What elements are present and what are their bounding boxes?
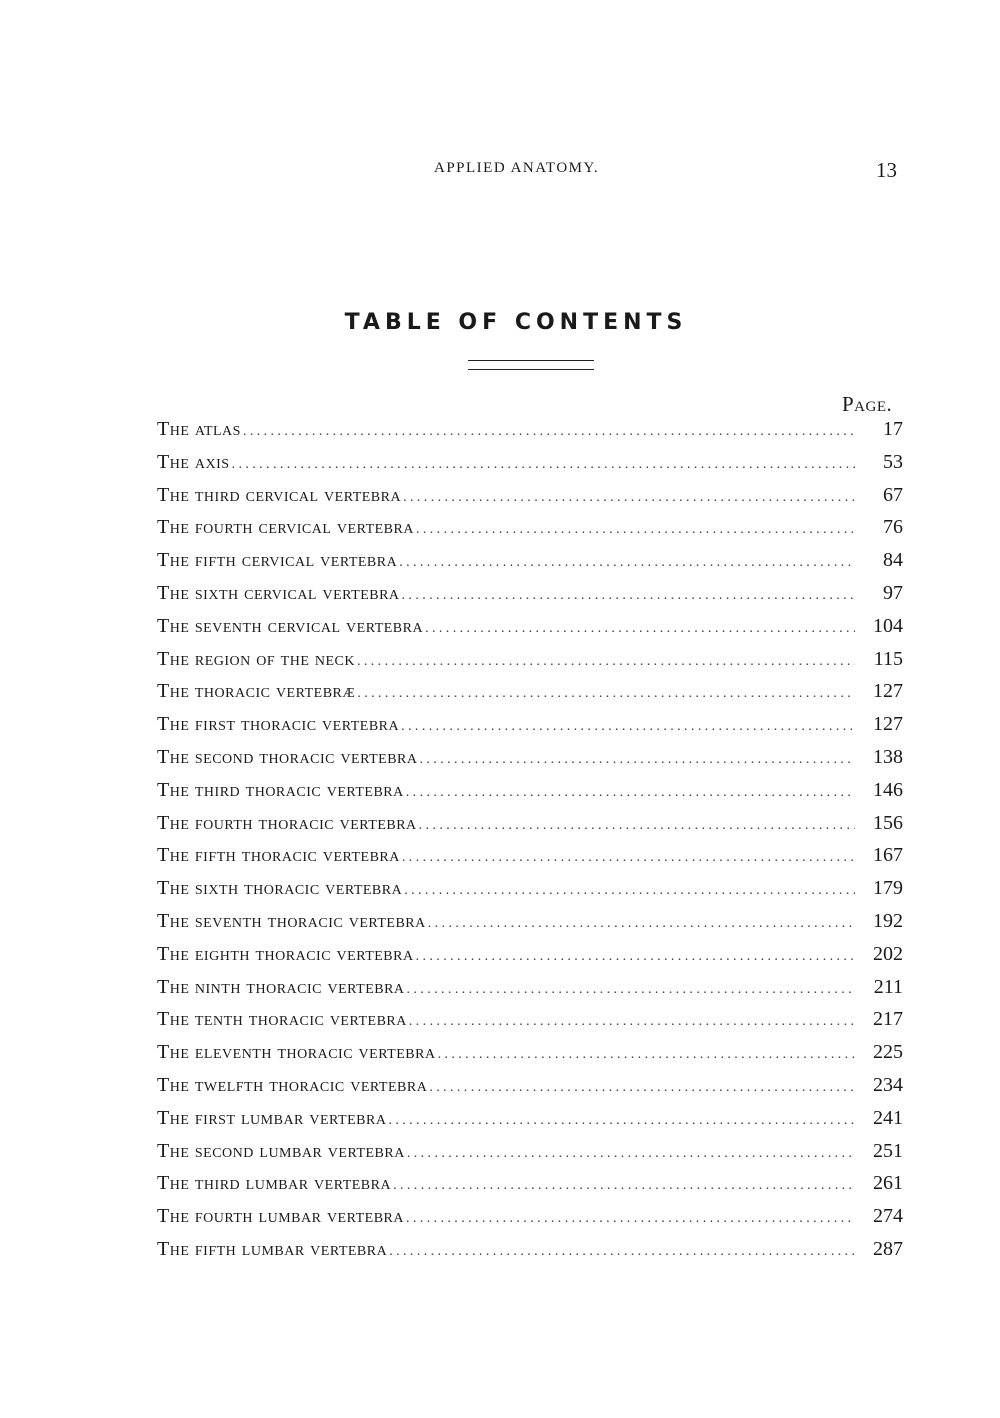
toc-entry [157,1140,903,1173]
toc-entry-page: 241 [873,1106,903,1129]
toc-entry [157,1041,903,1074]
toc-entry [157,680,903,713]
toc-entry-page: 115 [873,647,903,670]
running-head [0,158,1000,182]
toc-entry [157,451,903,484]
page-column-label: Page. [842,392,893,416]
toc-entry-title: The second thoracic vertebra [157,745,418,768]
dot-leader [357,654,855,670]
dot-leader [243,424,855,440]
dot-leader [406,785,855,801]
toc-entry-title: The third cervical vertebra [157,483,402,506]
toc-entry-title: The second lumbar vertebra [157,1139,405,1162]
dot-leader [402,588,855,604]
dot-leader [403,490,855,506]
toc-entry-page: 225 [873,1041,903,1064]
page-number: 13 [876,158,897,182]
toc-entry-title: The tenth thoracic vertebra [157,1008,407,1031]
dot-leader [357,686,855,702]
toc-entry [157,976,903,1009]
dot-leader [404,883,855,899]
toc-entry [157,648,903,681]
toc-title: TABLE OF CONTENTS [344,310,688,335]
dot-leader [406,1211,855,1227]
toc-entry-title: The fourth cervical vertebra [157,516,414,539]
toc-entry [157,1172,903,1205]
toc-entry-page: 97 [883,581,903,604]
toc-entry-page: 17 [883,418,903,440]
toc-entry-title: The first lumbar vertebra [157,1106,387,1129]
toc-entry-title: The seventh cervical vertebra [157,614,424,637]
toc-entry-title: The atlas [157,418,241,440]
toc-entry-title: The fourth thoracic vertebra [157,811,417,834]
toc-entry [157,582,903,615]
dot-leader [420,752,856,768]
dot-leader [416,949,855,965]
dot-leader [389,1244,855,1260]
toc-entry-page: 127 [873,680,903,703]
toc-entry [157,484,903,517]
running-title: APPLIED ANATOMY. [434,160,600,176]
toc-entry-title: The sixth cervical vertebra [157,581,400,604]
dot-leader [425,621,855,637]
toc-entry-page: 217 [873,1008,903,1031]
toc-entry-title: The thoracic vertebræ [157,680,356,703]
toc-entry-title: The fifth thoracic vertebra [157,844,400,867]
toc-entry-title: The eleventh thoracic vertebra [157,1041,436,1064]
toc-entry-page: 84 [883,549,903,572]
dot-leader [416,522,855,538]
toc-entry [157,746,903,779]
dot-leader [399,555,855,571]
dot-leader [401,719,855,735]
dot-leader [429,1080,855,1096]
toc-entry-title: The region of the neck [157,647,355,670]
toc-entry [157,812,903,845]
toc-entry-page: 211 [873,975,903,998]
toc-entry-page: 53 [883,450,903,473]
dot-leader [402,850,855,866]
toc-entry [157,1008,903,1041]
toc-entry [157,549,903,582]
toc-entry-title: The seventh thoracic vertebra [157,909,426,932]
toc-entry-page: 202 [873,942,903,965]
toc-entry-page: 76 [883,516,903,539]
toc-entry-page: 287 [873,1237,903,1260]
title-double-rule [468,360,594,370]
dot-leader [393,1178,855,1194]
toc-entry-title: The first thoracic vertebra [157,713,400,736]
toc-entry [157,1205,903,1238]
toc-entry-page: 104 [873,614,903,637]
toc-entry [157,910,903,943]
dot-leader [438,1047,855,1063]
toc-entry-title: The twelfth thoracic vertebra [157,1073,428,1096]
toc-entry-title: The fifth lumbar vertebra [157,1237,388,1260]
toc-entry-page: 127 [873,713,903,736]
toc-entry [157,1107,903,1140]
dot-leader [232,457,855,473]
toc-entry [157,713,903,746]
dot-leader [409,1014,855,1030]
toc-entry-page: 156 [873,811,903,834]
toc-entry [157,943,903,976]
toc-entry-title: The third thoracic vertebra [157,778,404,801]
toc-entry-page: 261 [873,1172,903,1195]
toc-entry [157,877,903,910]
dot-leader [407,1146,855,1162]
toc-entry-title: The axis [157,450,230,473]
toc-entry [157,615,903,648]
toc-entry [157,844,903,877]
toc-entry-page: 179 [873,877,903,900]
toc-entry [157,516,903,549]
toc-entry [157,1074,903,1107]
toc-list [157,418,903,1271]
toc-entry-title: The third lumbar vertebra [157,1172,392,1195]
toc-entry-page: 234 [873,1073,903,1096]
toc-entry-page: 167 [873,844,903,867]
toc-entry-title: The sixth thoracic vertebra [157,877,403,900]
toc-entry [157,1238,903,1271]
dot-leader [428,916,855,932]
toc-entry [157,418,903,451]
toc-entry-title: The fifth cervical vertebra [157,549,398,572]
toc-entry-page: 146 [873,778,903,801]
toc-entry-title: The ninth thoracic vertebra [157,975,405,998]
toc-entry-page: 67 [883,483,903,506]
toc-entry-title: The fourth lumbar vertebra [157,1205,404,1228]
toc-entry-page: 251 [873,1139,903,1162]
dot-leader [419,818,855,834]
toc-entry-page: 274 [873,1205,903,1228]
toc-entry-page: 192 [873,909,903,932]
toc-entry [157,779,903,812]
dot-leader [388,1113,855,1129]
toc-entry-page: 138 [873,745,903,768]
dot-leader [407,982,855,998]
toc-entry-title: The eighth thoracic vertebra [157,942,414,965]
